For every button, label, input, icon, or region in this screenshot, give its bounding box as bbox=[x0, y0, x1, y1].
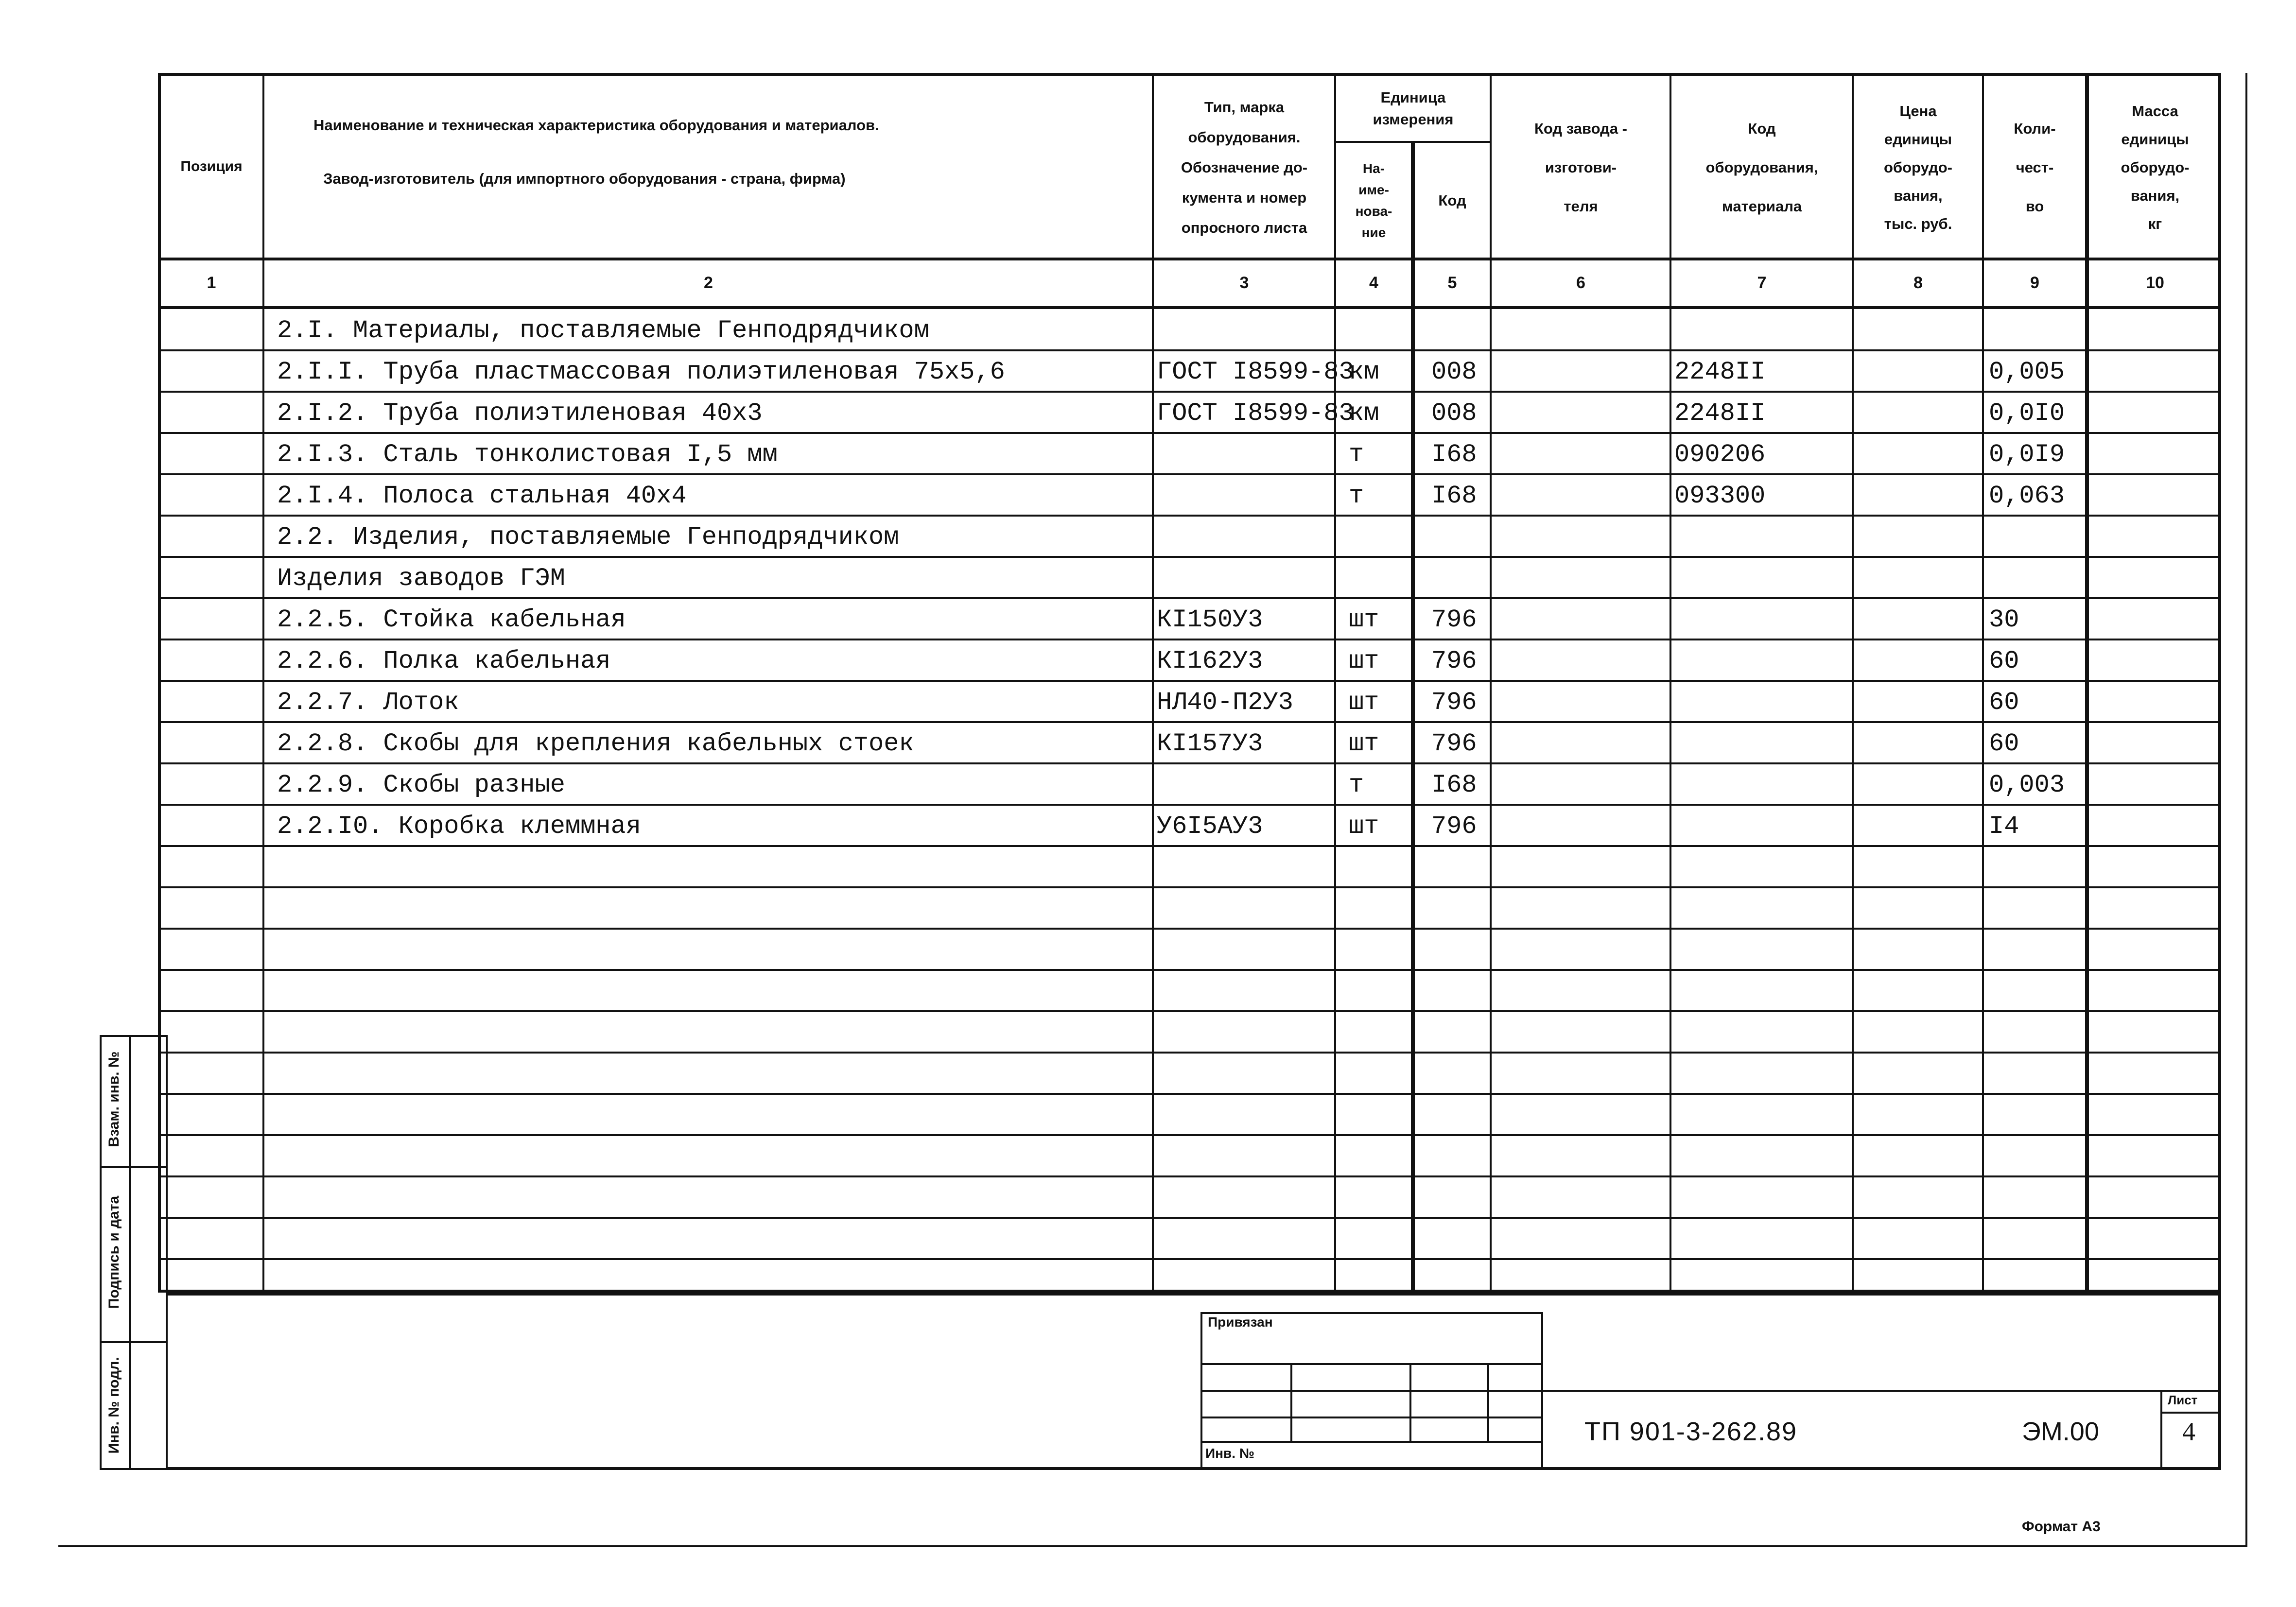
col-line-6 bbox=[1670, 73, 1671, 1293]
row-type: НЛ40-П2У3 bbox=[1157, 688, 1293, 717]
side-label-vzam: Взам. инв. № bbox=[106, 1051, 122, 1147]
col-line-1 bbox=[262, 73, 264, 1293]
row-unit-code: I68 bbox=[1431, 771, 1477, 799]
header-mass: Масса единицы оборудо- вания, кг bbox=[2121, 103, 2190, 232]
row-unit: км bbox=[1349, 399, 1379, 428]
row-name: 2.2.8. Скобы для крепления кабельных стоек bbox=[277, 729, 914, 758]
privyazan-line-2 bbox=[1200, 1390, 1543, 1392]
colnum-8: 8 bbox=[1913, 274, 1923, 292]
side-line-1 bbox=[100, 1166, 168, 1168]
row-material-code: 090206 bbox=[1674, 440, 1766, 469]
row-type: У6I5АУ3 bbox=[1157, 812, 1263, 841]
side-label-podpis: Подпись и дата bbox=[106, 1195, 122, 1309]
row-quantity: 0,063 bbox=[1989, 482, 2065, 510]
row-line bbox=[158, 969, 2221, 971]
row-name: 2.2.5. Стойка кабельная bbox=[277, 605, 626, 634]
row-line bbox=[158, 1052, 2221, 1054]
row-line bbox=[158, 1217, 2221, 1219]
row-quantity: 0,003 bbox=[1989, 771, 2065, 799]
col-line-3 bbox=[1334, 73, 1336, 1293]
header-material-code: Код оборудования, материала bbox=[1705, 120, 1818, 215]
header-unit-code: Код bbox=[1438, 191, 1466, 209]
sheet-number: 4 bbox=[2182, 1417, 2195, 1446]
row-line bbox=[158, 597, 2221, 599]
colnum-1: 1 bbox=[207, 274, 216, 292]
header-name-line2: Завод-изготовитель (для импортного оборудования - страна, фирма) bbox=[323, 170, 846, 187]
row-quantity: 0,005 bbox=[1989, 358, 2065, 386]
privyazan-label: Привязан bbox=[1208, 1314, 1273, 1330]
row-unit-code: 796 bbox=[1431, 647, 1477, 675]
privyazan-vline-1 bbox=[1290, 1363, 1292, 1441]
row-line bbox=[158, 1175, 2221, 1177]
header-name bbox=[265, 97, 1152, 243]
row-unit: т bbox=[1349, 482, 1364, 510]
row-line bbox=[158, 556, 2221, 558]
colnum-5: 5 bbox=[1447, 274, 1457, 292]
col-line-2 bbox=[1152, 73, 1154, 1293]
row-name: 2.2.6. Полка кабельная bbox=[277, 647, 611, 675]
header-position: Позиция bbox=[180, 158, 243, 174]
title-block bbox=[168, 1293, 2221, 1470]
row-line bbox=[158, 762, 2221, 764]
row-name: 2.I. Материалы, поставляемые Генподрядчиком bbox=[277, 316, 929, 345]
doc-code: ТП 901-3-262.89 bbox=[1584, 1417, 1798, 1446]
row-line bbox=[158, 1010, 2221, 1012]
row-unit-code: 796 bbox=[1431, 605, 1477, 634]
col-line-8 bbox=[1982, 73, 1984, 1293]
row-quantity: 0,0I0 bbox=[1989, 399, 2065, 428]
row-line bbox=[158, 928, 2221, 930]
sheet-line bbox=[2160, 1412, 2221, 1414]
row-line bbox=[158, 845, 2221, 847]
row-unit: шт bbox=[1349, 729, 1379, 758]
doc-code-top-line bbox=[1543, 1390, 2221, 1392]
side-vline bbox=[129, 1035, 131, 1470]
row-material-code: 2248II bbox=[1674, 399, 1766, 428]
row-type: ГОСТ I8599-83 bbox=[1157, 358, 1354, 386]
row-name: 2.2.7. Лоток bbox=[277, 688, 459, 717]
privyazan-line-1 bbox=[1200, 1363, 1543, 1365]
header-unit: Единица измерения bbox=[1373, 88, 1454, 128]
row-unit: шт bbox=[1349, 688, 1379, 717]
row-line bbox=[158, 515, 2221, 517]
row-line bbox=[158, 349, 2221, 351]
row-line bbox=[158, 432, 2221, 434]
header-price: Цена единицы оборудо- вания, тыс. руб. bbox=[1884, 103, 1952, 232]
row-line bbox=[158, 473, 2221, 475]
colnum-bottom-line bbox=[158, 306, 2221, 309]
privyazan-vline-2 bbox=[1409, 1363, 1411, 1441]
row-line bbox=[158, 391, 2221, 393]
row-unit-code: 796 bbox=[1431, 688, 1477, 717]
row-unit: шт bbox=[1349, 605, 1379, 634]
row-line bbox=[158, 886, 2221, 888]
row-name: 2.I.3. Сталь тонколистовая I,5 мм bbox=[277, 440, 778, 469]
row-unit: т bbox=[1349, 771, 1364, 799]
row-name: 2.2. Изделия, поставляемые Генподрядчиком bbox=[277, 523, 899, 552]
row-quantity: 60 bbox=[1989, 729, 2019, 758]
inv-no-label: Инв. № bbox=[1205, 1446, 1255, 1461]
header-plant-code: Код завода - изготови- теля bbox=[1534, 120, 1627, 215]
row-unit: км bbox=[1349, 358, 1379, 386]
privyazan-vline-3 bbox=[1487, 1363, 1489, 1441]
row-unit-code: 008 bbox=[1431, 399, 1477, 428]
privyazan-line-4 bbox=[1200, 1441, 1543, 1443]
row-unit-code: 796 bbox=[1431, 729, 1477, 758]
col-line-4 bbox=[1411, 141, 1415, 1293]
header-quantity: Коли- чест- во bbox=[2014, 120, 2056, 215]
row-line bbox=[158, 1134, 2221, 1136]
row-line bbox=[158, 680, 2221, 682]
row-name: 2.2.9. Скобы разные bbox=[277, 771, 565, 799]
row-quantity: 0,0I9 bbox=[1989, 440, 2065, 469]
row-unit-code: 008 bbox=[1431, 358, 1477, 386]
row-quantity: 60 bbox=[1989, 688, 2019, 717]
row-type: КI157У3 bbox=[1157, 729, 1263, 758]
colnum-7: 7 bbox=[1757, 274, 1767, 292]
format-label: Формат А3 bbox=[2022, 1519, 2101, 1535]
col-line-5 bbox=[1490, 73, 1492, 1293]
doc-mark: ЭМ.00 bbox=[2022, 1417, 2099, 1446]
row-material-code: 2248II bbox=[1674, 358, 1766, 386]
row-line bbox=[158, 1093, 2221, 1095]
row-unit-code: I68 bbox=[1431, 482, 1477, 510]
row-material-code: 093300 bbox=[1674, 482, 1766, 510]
row-line bbox=[158, 1258, 2221, 1260]
row-name: 2.2.I0. Коробка клеммная bbox=[277, 812, 641, 841]
colnum-4: 4 bbox=[1369, 274, 1378, 292]
colnum-6: 6 bbox=[1576, 274, 1585, 292]
row-type: КI150У3 bbox=[1157, 605, 1263, 634]
row-line bbox=[158, 721, 2221, 723]
row-name: 2.I.4. Полоса стальная 40x4 bbox=[277, 482, 687, 510]
colnum-2: 2 bbox=[704, 274, 713, 292]
side-label-inv: Инв. № подл. bbox=[106, 1357, 122, 1454]
row-type: КI162У3 bbox=[1157, 647, 1263, 675]
row-name: 2.I.2. Труба полиэтиленовая 40x3 bbox=[277, 399, 763, 428]
row-unit: шт bbox=[1349, 647, 1379, 675]
row-name: 2.I.I. Труба пластмассовая полиэтиленовая 75x5,6 bbox=[277, 358, 1005, 386]
row-name: Изделия заводов ГЭМ bbox=[277, 564, 565, 593]
row-quantity: 60 bbox=[1989, 647, 2019, 675]
header-unit-name: На- име- нова- ние bbox=[1355, 160, 1392, 240]
row-unit: шт bbox=[1349, 812, 1379, 841]
row-unit-code: I68 bbox=[1431, 440, 1477, 469]
row-unit: т bbox=[1349, 440, 1364, 469]
privyazan-line-3 bbox=[1200, 1417, 1543, 1418]
colnum-3: 3 bbox=[1239, 274, 1249, 292]
row-line bbox=[158, 804, 2221, 806]
col-line-7 bbox=[1852, 73, 1854, 1293]
row-quantity: I4 bbox=[1989, 812, 2019, 841]
col-line-9 bbox=[2085, 73, 2089, 1293]
colnum-9: 9 bbox=[2030, 274, 2039, 292]
row-quantity: 30 bbox=[1989, 605, 2019, 634]
sheet-label: Лист bbox=[2168, 1393, 2198, 1407]
header-type: Тип, марка оборудования. Обозначение до- кумента и номер опросного листа bbox=[1181, 99, 1308, 236]
header-name-line1: Наименование и техническая характеристика оборудования и материалов. bbox=[313, 117, 879, 134]
row-unit-code: 796 bbox=[1431, 812, 1477, 841]
row-line bbox=[158, 639, 2221, 640]
row-type: ГОСТ I8599-83 bbox=[1157, 399, 1354, 428]
colnum-10: 10 bbox=[2146, 274, 2164, 292]
